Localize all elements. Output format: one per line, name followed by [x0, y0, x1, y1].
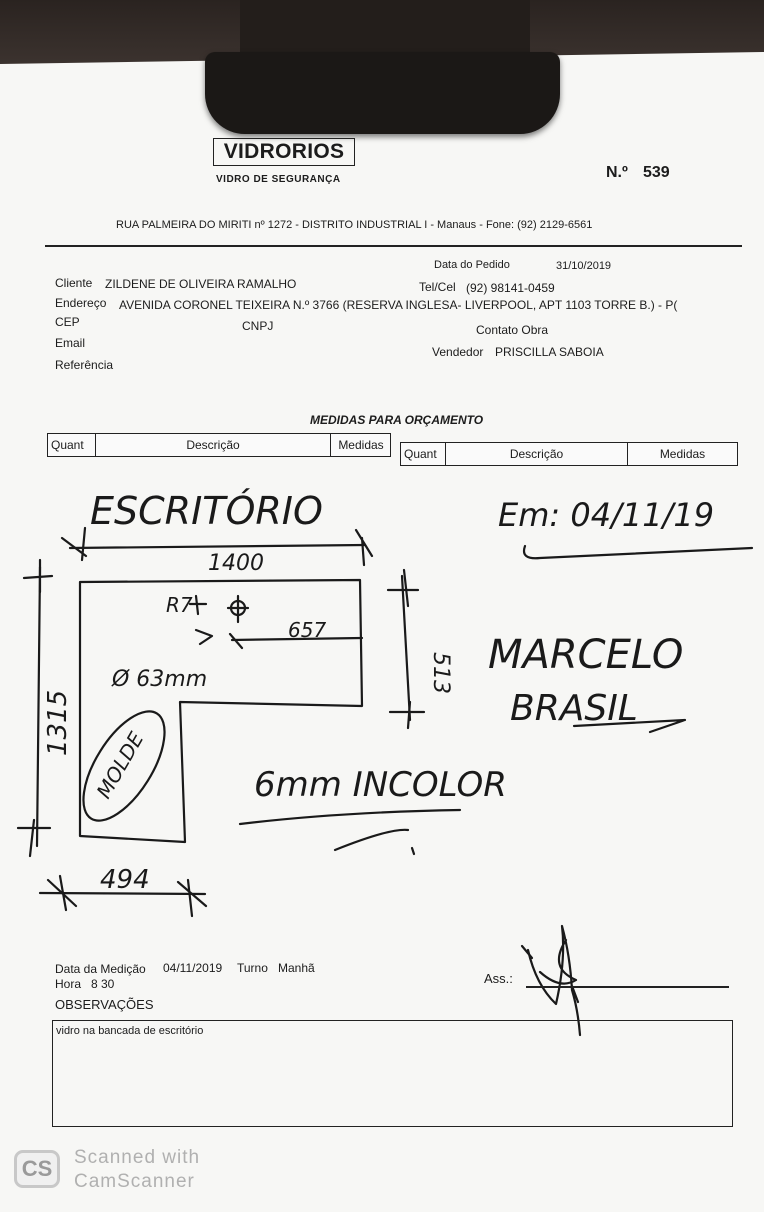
email-label: Email [55, 336, 86, 350]
reference-label: Referência [55, 358, 114, 372]
address-label: Endereço [55, 296, 107, 310]
hand-left-height: 1315 [43, 689, 73, 756]
watermark-line1: Scanned with [74, 1147, 201, 1168]
order-date-label: Data do Pedido [434, 259, 510, 271]
time-value: 8 30 [91, 977, 115, 991]
observations-label: OBSERVAÇÕES [55, 997, 154, 1012]
hand-hole-diameter: Ø 63mm [112, 667, 208, 692]
col-quant: Quant [401, 443, 446, 465]
hand-right-height: 513 [428, 652, 453, 694]
phone-number: (92) 98141-0459 [466, 281, 555, 295]
brand-logo: VIDRORIOS [213, 138, 355, 166]
observations-box [52, 1020, 733, 1127]
spec-underline [240, 810, 460, 850]
client-name: ZILDENE DE OLIVEIRA RAMALHO [105, 277, 297, 291]
client-address: AVENIDA CORONEL TEIXEIRA N.º 3766 (RESERVA INGLESA- LIVERPOOL, APT 1103 TORRE B.) - P( [119, 298, 678, 312]
cnpj-label: CNPJ [242, 319, 274, 333]
hand-hole-distance: 657 [288, 618, 327, 642]
hand-date-note: Em: 04/11/19 [498, 496, 715, 534]
watermark-line2: CamScanner [74, 1171, 195, 1192]
hole-arrow [196, 630, 212, 644]
signature-label: Ass.: [484, 971, 513, 986]
seller-name: PRISCILLA SABOIA [495, 345, 604, 359]
order-number: 539 [643, 164, 670, 181]
order-date: 31/10/2019 [556, 260, 612, 272]
time-label: Hora [55, 977, 82, 991]
measures-title: MEDIDAS PARA ORÇAMENTO [310, 413, 484, 427]
hand-notch-label: MOLDE [91, 727, 149, 803]
camscanner-logo: CS [14, 1150, 60, 1188]
measure-date-label: Data da Medição [55, 962, 146, 976]
signature-line [526, 986, 729, 988]
col-measures: Medidas [338, 438, 384, 452]
hand-bottom-width: 494 [100, 865, 150, 895]
date-underline [524, 546, 752, 558]
hand-offset: R7 [166, 593, 193, 617]
col-measures: Medidas [659, 447, 706, 461]
hand-width-top: 1400 [208, 551, 264, 576]
col-quant: Quant [48, 434, 96, 456]
cep-label: CEP [55, 315, 80, 329]
client-label: Cliente [55, 276, 93, 290]
hand-measurer-1: MARCELO [488, 632, 684, 678]
shift-value: Manhã [278, 961, 315, 975]
col-description: Descrição [96, 434, 331, 456]
observations-text: vidro na bancada de escritório [56, 1025, 204, 1037]
hand-room-label: ESCRITÓRIO [90, 489, 323, 533]
shift-label: Turno [237, 961, 268, 975]
measure-date: 04/11/2019 [163, 961, 223, 975]
hand-measurer-2: BRASIL [510, 688, 638, 729]
dim-line-top [70, 545, 365, 548]
company-address: RUA PALMEIRA DO MIRITI nº 1272 - DISTRITO INDUSTRIAL I - Manaus - Fone: (92) 2129-6561 [116, 219, 593, 231]
seller-label: Vendedor [432, 345, 484, 359]
hole-crosshair [228, 596, 248, 622]
hand-glass-spec: 6mm INCOLOR [254, 765, 507, 805]
brand-subtitle: VIDRO DE SEGURANÇA [216, 174, 341, 185]
phone-label: Tel/Cel [419, 280, 456, 294]
signature-strokes [528, 926, 580, 1035]
order-number-label: N.º [606, 164, 628, 181]
col-description: Descrição [446, 443, 628, 465]
dim-line-left [37, 567, 40, 846]
contact-label: Contato Obra [476, 323, 549, 337]
